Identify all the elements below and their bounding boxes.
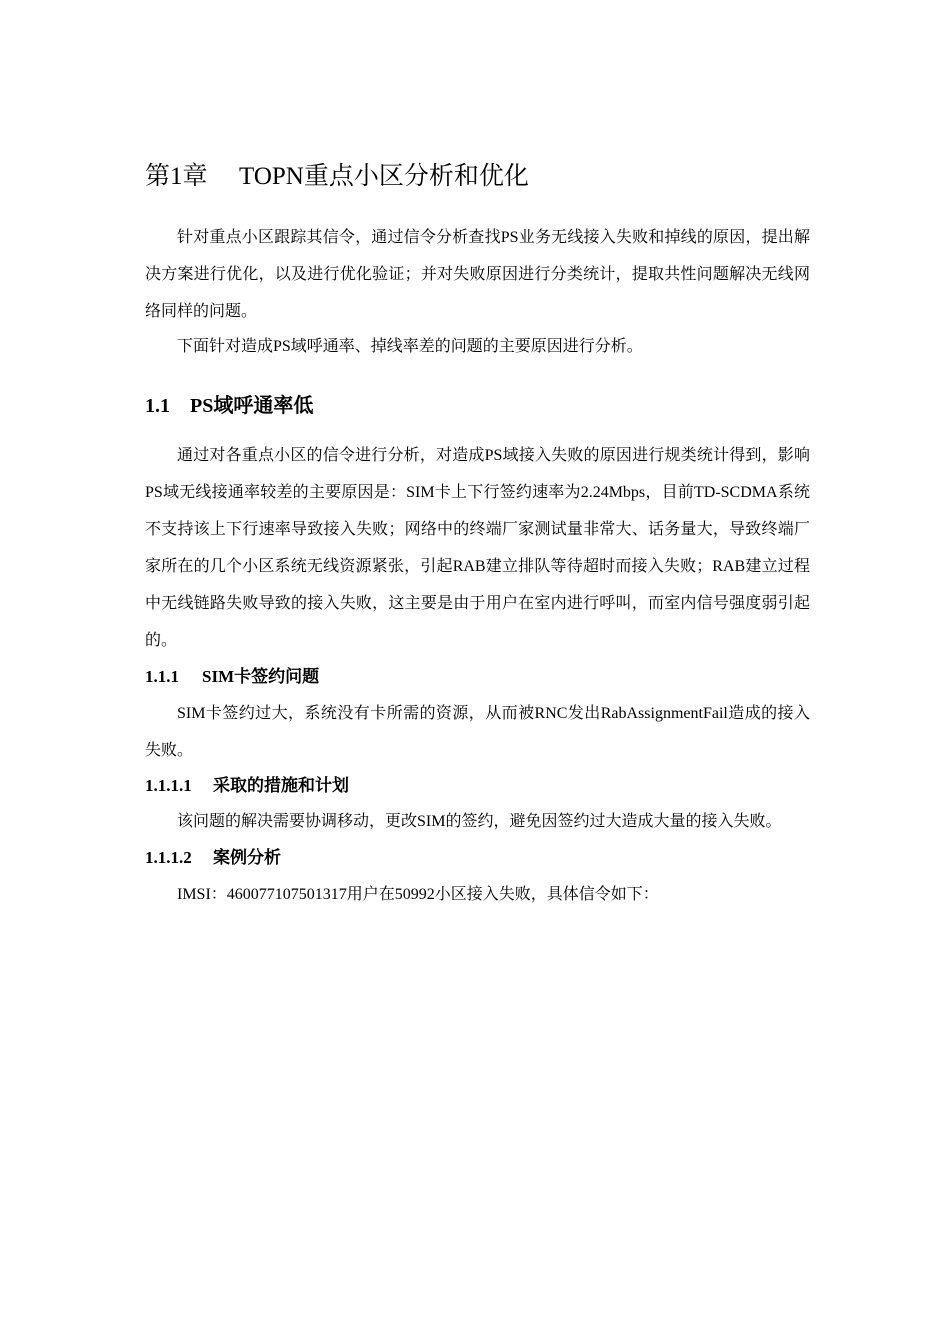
- section-number: 1.1.1.2: [145, 848, 192, 867]
- section-1-1-1-1-paragraph: 该问题的解决需要协调移动，更改SIM的签约，避免因签约过大造成大量的接入失败。: [177, 813, 782, 830]
- section-number: 1.1.1.1: [145, 776, 192, 795]
- section-number: 1.1: [145, 395, 170, 417]
- section-1-1-paragraph: 通过对各重点小区的信令进行分析，对造成PS域接入失败的原因进行规类统计得到，影响PS域无线接通率较差的主要原因是：SIM卡上下行签约速率为2.24Mbps，目前TD-SCDMA系统不支持该上下行速率导致接入失败；网络中的终端厂家测试量非常大、话务量大，导致终端厂家所在的几个小区系统无线资源紧张，引起RAB建立排队等待超时而接入失败；RAB建立过程中无线链路失败导致的接入失败，这主要是由于用户在室内进行呼叫，而室内信号强度弱引起的。: [145, 447, 810, 649]
- intro-paragraph-2: 下面针对造成PS域呼通率、掉线率差的问题的主要原因进行分析。: [177, 338, 643, 355]
- section-heading-1-1: [145, 391, 313, 421]
- section-heading-1-1-1-2: [145, 845, 281, 871]
- section-title: 案例分析: [213, 848, 281, 867]
- section-1-1-1-paragraph: SIM卡签约过大，系统没有卡所需的资源，从而被RNC发出RabAssignmentFail造成的接入失败。: [145, 705, 810, 759]
- chapter-heading: [145, 160, 529, 194]
- chapter-title: TOPN重点小区分析和优化: [239, 163, 529, 190]
- section-number: 1.1.1: [145, 667, 179, 686]
- chapter-number: 第1章: [145, 163, 208, 190]
- section-title: 采取的措施和计划: [213, 776, 349, 795]
- section-1-1-1-2-paragraph: IMSI：460077107501317用户在50992小区接入失败，具体信令如下：: [177, 886, 659, 903]
- section-title: SIM卡签约问题: [202, 667, 320, 686]
- document-page: [145, 0, 810, 1344]
- intro-paragraph-1: 针对重点小区跟踪其信令，通过信令分析查找PS业务无线接入失败和掉线的原因，提出解决方案进行优化，以及进行优化验证；并对失败原因进行分类统计，提取共性问题解决无线网络同样的问题。: [145, 229, 810, 320]
- section-heading-1-1-1-1: [145, 773, 349, 799]
- section-heading-1-1-1: [145, 664, 319, 690]
- section-title: PS域呼通率低: [190, 395, 314, 417]
